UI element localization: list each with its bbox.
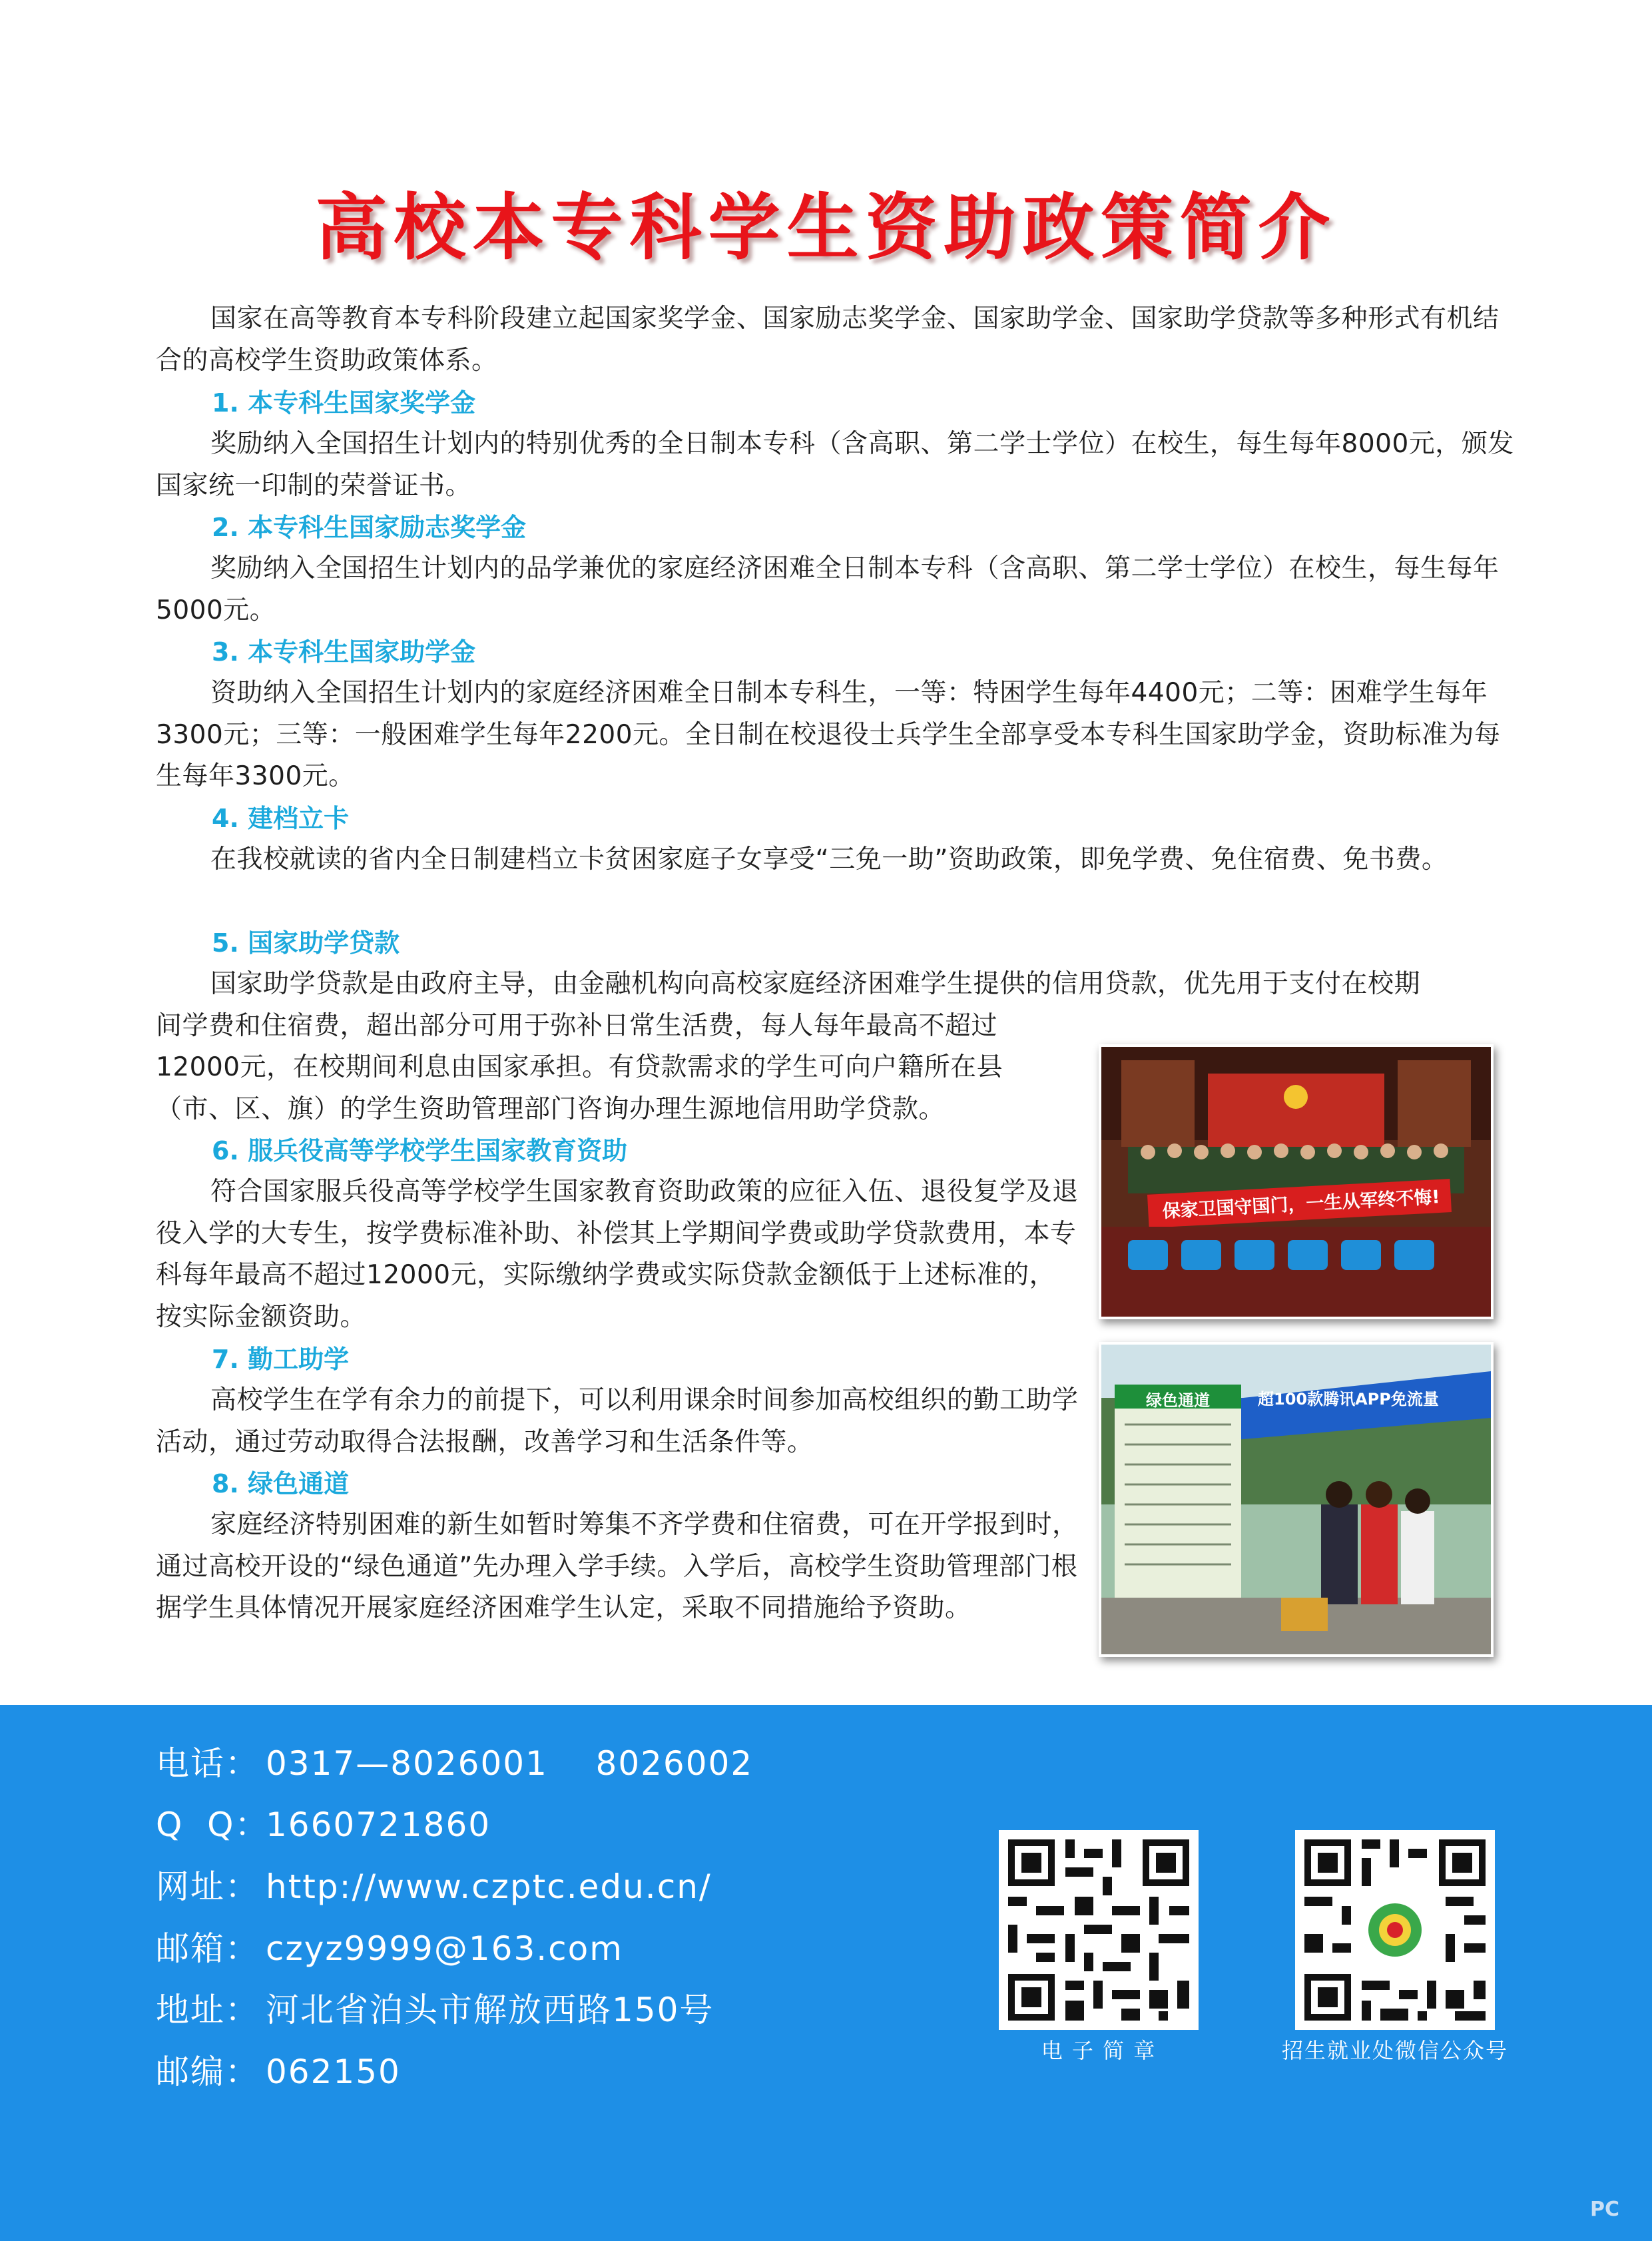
intro-paragraph: 国家在高等教育本专科阶段建立起国家奖学金、国家励志奖学金、国家助学金、国家助学贷款等多种形式有机结合的高校学生资助政策体系。 xyxy=(156,304,1500,376)
contact-qq xyxy=(156,1801,491,1848)
section-7-heading: 7. 勤工助学 xyxy=(212,1345,350,1374)
postcode-label: 邮编： xyxy=(156,2053,260,2091)
contact-email xyxy=(156,1925,623,1972)
section-4-heading: 4. 建档立卡 xyxy=(212,804,350,833)
wechat-qr-icon xyxy=(1295,1830,1495,2030)
page-title: 高校本专科学生资助政策简介 xyxy=(315,186,1337,270)
email-link[interactable]: czyz9999@163.com xyxy=(266,1929,623,1968)
watermark-logo: PC xyxy=(1589,2198,1619,2221)
section-5-line-3: 12000元，在校期间利息由国家承担。有贷款需求的学生可向户籍所在县 xyxy=(156,1052,1003,1082)
tent-banner-text: 超100款腾讯APP免流量 xyxy=(1258,1390,1439,1409)
contact-postcode xyxy=(156,2049,401,2095)
wechat-qr-caption: 招生就业处微信公众号 xyxy=(1281,2038,1508,2063)
contact-address xyxy=(156,1987,714,2033)
banner-text: 保家卫国守国门，一生从军终不悔! xyxy=(1161,1187,1441,1222)
qq-label: Q Q： xyxy=(156,1805,270,1844)
brochure-qr-caption: 电 子 简 章 xyxy=(1041,2038,1157,2063)
address-value: 河北省泊头市解放西路150号 xyxy=(266,1991,714,2029)
qr-code-icon xyxy=(999,1830,1199,2030)
section-1-heading: 1. 本专科生国家奖学金 xyxy=(212,388,476,418)
section-3-heading: 3. 本专科生国家助学金 xyxy=(212,637,476,667)
section-2-body: 奖励纳入全国招生计划内的品学兼优的家庭经济困难全日制本专科（含高职、第二学士学位）在校生，每生每年5000元。 xyxy=(156,553,1500,625)
section-5-line-1: 国家助学贷款是由政府主导，由金融机构向高校家庭经济困难学生提供的信用贷款，优先用于支付在校期 xyxy=(210,969,1421,999)
section-2-heading: 2. 本专科生国家励志奖学金 xyxy=(212,513,527,542)
email-label: 邮箱： xyxy=(156,1929,260,1968)
section-6-body: 符合国家服兵役高等学校学生国家教育资助政策的应征入伍、退役复学及退役入学的大专生，按学费标准补助、补偿其上学期间学费或助学贷款费用，本专科每年最高不超过12000元，实际缴纳学费或实际贷款金额低于上述标准的，按实际金额资助。 xyxy=(156,1177,1079,1332)
section-8-body: 家庭经济特别困难的新生如暂时筹集不齐学费和住宿费，可在开学报到时，通过高校开设的“绿色通道”先办理入学手续。入学后，高校学生资助管理部门根据学生具体情况开展家庭经济困难学生认定，采取不同措施给予资助。 xyxy=(156,1510,1079,1623)
contact-website xyxy=(156,1863,712,1910)
section-1-body: 奖励纳入全国招生计划内的特别优秀的全日制本专科（含高职、第二学士学位）在校生，每生每年8000元，颁发国家统一印制的荣誉证书。 xyxy=(156,429,1514,501)
military-ceremony-illustration xyxy=(1101,1047,1491,1317)
contact-phone xyxy=(156,1740,753,1787)
section-5-heading: 5. 国家助学贷款 xyxy=(212,928,400,958)
military-ceremony-photo xyxy=(1099,1044,1494,1319)
section-5-line-2: 间学费和住宿费，超出部分可用于弥补日常生活费，每人每年最高不超过 xyxy=(156,1010,998,1041)
website-link[interactable]: http://www.czptc.edu.cn/ xyxy=(266,1867,712,1906)
address-label: 地址： xyxy=(156,1991,260,2029)
section-4-body: 在我校就读的省内全日制建档立卡贫困家庭子女享受“三免一助”资助政策，即免学费、免住宿费、免书费。 xyxy=(210,844,1448,874)
website-label: 网址： xyxy=(156,1867,260,1906)
section-5-line-4: （市、区、旗）的学生资助管理部门咨询办理生源地信用助学贷款。 xyxy=(156,1094,946,1124)
qq-value: 1660721860 xyxy=(266,1805,491,1844)
wechat-qr-code[interactable] xyxy=(1295,1830,1495,2030)
green-channel-photo xyxy=(1099,1342,1494,1657)
section-7-body: 高校学生在学有余力的前提下，可以利用课余时间参加高校组织的勤工助学活动，通过劳动取得合法报酬，改善学习和生活条件等。 xyxy=(156,1385,1079,1457)
brochure-qr-code[interactable] xyxy=(999,1830,1199,2030)
section-3-body: 资助纳入全国招生计划内的家庭经济困难全日制本专科生，一等：特困学生每年4400元；二等：困难学生每年3300元；三等：一般困难学生每年2200元。全日制在校退役士兵学生全部享受本专科生国家助学金，资助标准为每生每年3300元。 xyxy=(156,678,1501,791)
section-6-heading: 6. 服兵役高等学校学生国家教育资助 xyxy=(212,1136,628,1165)
postcode-value: 062150 xyxy=(266,2053,401,2091)
green-channel-sign: 绿色通道 xyxy=(1146,1391,1210,1410)
phone-value: 0317—8026001 8026002 xyxy=(266,1744,754,1783)
phone-label: 电话： xyxy=(156,1744,260,1783)
section-8-heading: 8. 绿色通道 xyxy=(212,1469,350,1498)
